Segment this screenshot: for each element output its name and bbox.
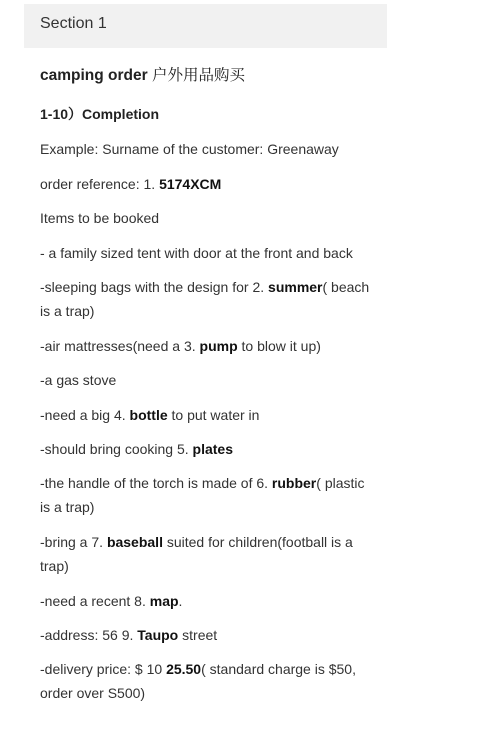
plates-line: -should bring cooking 5. plates bbox=[40, 441, 234, 457]
gas-stove-line: -a gas stove bbox=[40, 372, 117, 388]
answer-6: rubber bbox=[271, 475, 317, 491]
answer-5: plates bbox=[192, 441, 234, 457]
answer-8: map bbox=[149, 593, 179, 609]
answer-4: bottle bbox=[129, 407, 168, 423]
air-mattress-line: -air mattresses(need a 3. pump to blow it up) bbox=[40, 338, 321, 354]
items-heading: Items to be booked bbox=[40, 210, 160, 226]
section-title: Section 1 bbox=[40, 15, 107, 32]
section-header bbox=[24, 4, 387, 48]
answer-1: 5174XCM bbox=[159, 176, 222, 192]
map-line: -need a recent 8. map. bbox=[40, 593, 183, 609]
order-reference-line: order reference: 1. 5174XCM bbox=[40, 176, 222, 192]
answer-3: pump bbox=[199, 338, 238, 354]
tent-line: - a family sized tent with door at the front and back bbox=[40, 245, 353, 261]
content-card bbox=[24, 4, 387, 712]
baseball-line: -bring a 7. baseball suited for children(football is a trap) bbox=[40, 534, 353, 574]
answer-7: baseball bbox=[106, 534, 163, 550]
sleeping-bags-line: -sleeping bags with the design for 2. summer( beach is a trap) bbox=[40, 279, 370, 319]
answer-2: summer bbox=[268, 279, 323, 295]
bottle-line: -need a big 4. bottle to put water in bbox=[40, 407, 260, 423]
example-line: Example: Surname of the customer: Greenaway bbox=[40, 141, 339, 157]
subheading: 1-10）Completion bbox=[40, 106, 160, 122]
page-title: camping order 户外用品购买 bbox=[40, 67, 245, 84]
torch-line: -the handle of the torch is made of 6. rubber( plastic is a trap) bbox=[40, 475, 365, 515]
delivery-price-line: -delivery price: $ 10 25.50( standard charge is $50, order over S500) bbox=[40, 661, 356, 701]
address-line: -address: 56 9. Taupo street bbox=[40, 627, 218, 643]
answer-10: 25.50 bbox=[166, 661, 202, 677]
answer-9: Taupo bbox=[137, 627, 179, 643]
